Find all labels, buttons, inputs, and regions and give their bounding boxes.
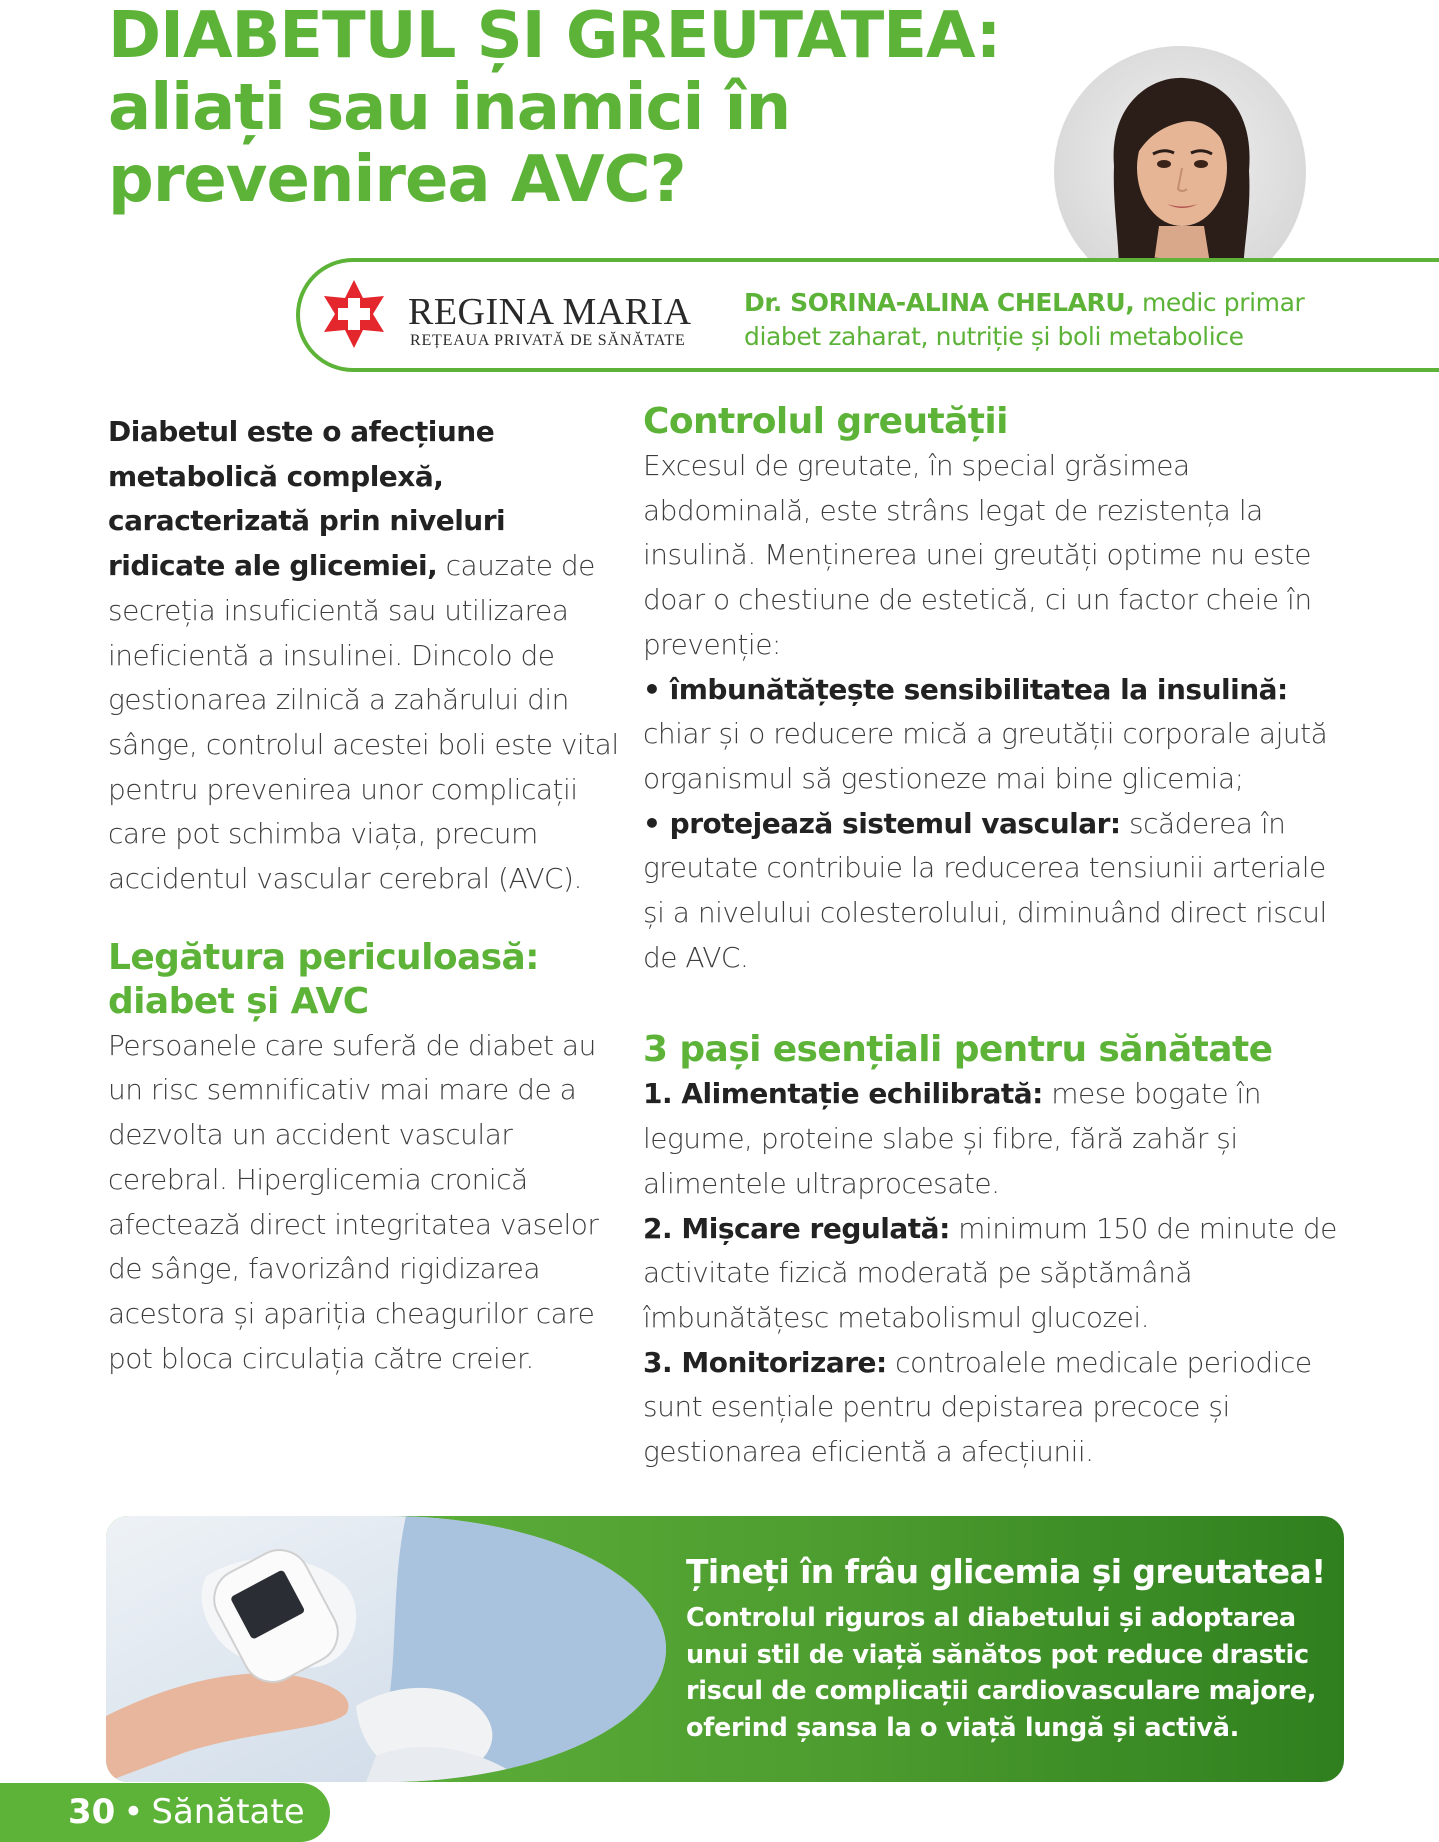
callout-text <box>686 1550 1326 1746</box>
author-role-line-2: diabet zaharat, nutriție și boli metabolice <box>744 322 1244 351</box>
footer-separator: • <box>123 1792 144 1832</box>
step-3 <box>643 1341 1353 1475</box>
section-heading-link: Legătura periculoasă: diabet și AVC <box>108 936 539 1022</box>
section-link-paragraph: Persoanele care suferă de diabet au un risc semnificativ mai mare de a dezvolta un accident vascular cerebral. Hiperglicemia cronică afectează direct integritatea vaselor de sânge, favorizând rigidizarea acestora și apariția cheagurilor care pot bloca circulația către creier. <box>108 1028 599 1375</box>
callout-title: Țineți în frâu glicemia și greutatea! <box>686 1552 1326 1591</box>
weight-bullet-1-bold: • îmbunătățește sensibilitatea la insulină: <box>643 672 1288 706</box>
author-role-line-1: medic primar <box>1141 288 1305 317</box>
regina-maria-logo <box>318 278 718 358</box>
weight-bullet-2 <box>643 802 1353 981</box>
step-2-bold: 2. Mișcare regulată: <box>643 1211 950 1245</box>
article-title <box>108 0 1098 216</box>
title-line-2: aliați sau inamici în <box>108 71 791 145</box>
logo-tagline: REȚEAUA PRIVATĂ DE SĂNĂTATE <box>410 332 686 349</box>
glucometer-illustration <box>106 1516 666 1782</box>
title-line-3: prevenirea AVC? <box>108 143 686 217</box>
weight-bullet-1 <box>643 668 1353 802</box>
section-heading-weight: Controlul greutății <box>643 401 1008 442</box>
step-3-bold: 3. Monitorizare: <box>643 1345 887 1379</box>
intro-bold: Diabetul este o afecțiune metabolică complexă, caracterizată prin niveluri ridicate ale glicemiei, <box>108 415 506 583</box>
intro-text: cauzate de secreția insuficientă sau utilizarea ineficientă a insulinei. Dincolo de gestionarea zilnică a zahărului din sânge, controlul acestei boli este vital pentru prevenirea unor complicații care pot schimba viața, precum accidentul vascular cerebral (AVC). <box>108 549 619 896</box>
medical-cross-star-icon <box>318 278 390 350</box>
callout-body: Controlul riguros al diabetului și adoptarea unui stil de viață sănătos pot reduce drastic riscul de complicații cardiovasculare majore, oferind șansa la o viață lungă și activă. <box>686 1603 1317 1743</box>
footer-section: Sănătate <box>151 1792 305 1832</box>
left-column <box>108 410 628 1381</box>
weight-bullet-2-bold: • protejează sistemul vascular: <box>643 806 1121 840</box>
right-column <box>643 400 1353 1475</box>
step-1-text: mese bogate în legume, proteine slabe și fibre, fără zahăr și alimentele ultraprocesate. <box>643 1077 1261 1200</box>
page-footer <box>0 1783 330 1842</box>
step-1 <box>643 1072 1353 1206</box>
step-3-text: controalele medicale periodice sunt esențiale pentru depistarea precoce și gestionarea eficientă a afecțiunii. <box>643 1345 1312 1469</box>
step-2-text: minimum 150 de minute de activitate fizică moderată pe săptămână îmbunătățesc metabolismul glucozei. <box>643 1211 1337 1334</box>
step-1-bold: 1. Alimentație echilibrată: <box>643 1077 1043 1111</box>
page-number: 30 <box>68 1792 116 1832</box>
step-2 <box>643 1207 1353 1341</box>
section-heading-steps: 3 pași esențiali pentru sănătate <box>643 1029 1273 1071</box>
title-line-1: DIABETUL ȘI GREUTATEA: <box>108 0 1001 73</box>
callout-box <box>106 1516 1344 1782</box>
logo-name: REGINA MARIA <box>408 291 692 333</box>
weight-bullet-2-text: scăderea în greutate contribuie la reducerea tensiunii arteriale și a nivelului colesterolului, diminuând direct riscul de AVC. <box>643 806 1327 974</box>
glucometer-photo <box>106 1516 666 1782</box>
section-weight-intro: Excesul de greutate, în special grăsimea abdominală, este strâns legat de rezistența la insulină. Menținerea unei greutăți optime nu este doar o chestiune de estetică, ci un factor cheie în prevenție: <box>643 449 1312 661</box>
author-name: Dr. SORINA-ALINA CHELARU, <box>744 288 1135 317</box>
author-credit <box>744 286 1344 354</box>
intro-paragraph <box>108 410 628 902</box>
weight-bullet-1-text: chiar și o reducere mică a greutății corporale ajută organismul să gestioneze mai bine glicemia; <box>643 717 1328 795</box>
